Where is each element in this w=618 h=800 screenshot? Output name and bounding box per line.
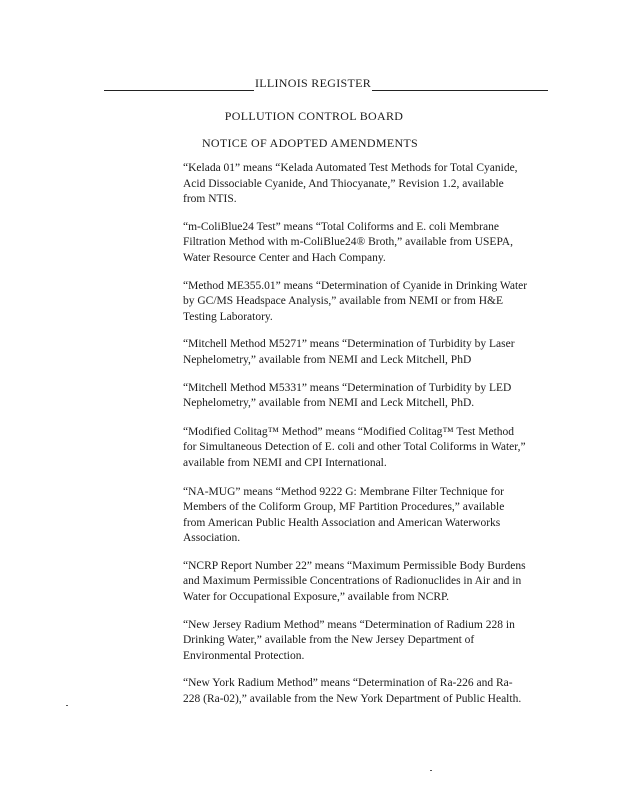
definition-line: and Maximum Permissible Concentrations of Radionuclides in Air and in <box>183 575 522 588</box>
definition-line: Environmental Protection. <box>183 649 305 662</box>
header-rule-right <box>372 90 548 91</box>
definition-line: “Mitchell Method M5271” means “Determination of Turbidity by Laser <box>183 338 515 351</box>
board-title: POLLUTION CONTROL BOARD <box>224 109 404 123</box>
notice-title: NOTICE OF ADOPTED AMENDMENTS <box>201 136 419 150</box>
definition-paragraph <box>183 676 553 707</box>
definition-line: “Modified Colitag™ Method” means “Modified Colitag™ Test Method <box>183 425 515 438</box>
definition-line: Association. <box>183 532 241 545</box>
definition-line: Water Resource Center and Hach Company. <box>183 251 386 264</box>
definition-line: Nephelometry,” available from NEMI and Leck Mitchell, PhD <box>183 353 472 366</box>
definition-line: for Simultaneous Detection of E. coli and other Total Coliforms in Water,” <box>183 441 526 454</box>
definition-line: “Kelada 01” means “Kelada Automated Test Methods for Total Cyanide, <box>183 162 518 174</box>
scan-speck <box>66 705 68 706</box>
definition-line: Drinking Water,” available from the New Jersey Department of <box>183 634 475 647</box>
definition-line: “New Jersey Radium Method” means “Determination of Radium 228 in <box>183 618 515 631</box>
definitions-list <box>183 161 553 708</box>
definition-line: from NTIS. <box>183 193 237 206</box>
header-rule-left <box>104 90 254 91</box>
definition-paragraph <box>183 618 553 665</box>
definition-line: Nephelometry,” available from NEMI and Leck Mitchell, PhD. <box>183 397 475 410</box>
definition-paragraph <box>183 220 553 267</box>
definition-paragraph <box>183 381 553 412</box>
definition-paragraph <box>183 485 553 547</box>
definition-line: “Method ME355.01” means “Determination of Cyanide in Drinking Water <box>183 279 528 292</box>
definition-line: from American Public Health Association and American Waterworks <box>183 516 501 529</box>
definition-paragraph <box>183 161 553 208</box>
definition-line: Acid Dissociable Cyanide, And Thiocyanate,” Revision 1.2, available <box>183 177 504 190</box>
definition-line: Testing Laboratory. <box>183 310 273 323</box>
definition-line: “NA-MUG” means “Method 9222 G: Membrane Filter Technique for <box>183 485 504 498</box>
register-title: ILLINOIS REGISTER <box>254 76 372 90</box>
definition-line: available from NEMI and CPI International. <box>183 456 387 469</box>
definition-line: “NCRP Report Number 22” means “Maximum Permissible Body Burdens <box>183 559 526 572</box>
scan-speck <box>430 770 432 771</box>
definition-line: “Mitchell Method M5331” means “Determination of Turbidity by LED <box>183 381 512 394</box>
definition-paragraph <box>183 559 553 606</box>
definition-paragraph <box>183 337 553 368</box>
definition-paragraph <box>183 425 553 472</box>
definition-line: Members of the Coliform Group, MF Partition Procedures,” available <box>183 501 505 514</box>
definition-line: by GC/MS Headspace Analysis,” available from NEMI or from H&E <box>183 295 504 308</box>
definition-line: Filtration Method with m-ColiBlue24® Broth,” available from USEPA, <box>183 236 513 249</box>
definition-line: Water for Occupational Exposure,” available from NCRP. <box>183 591 450 604</box>
definition-line: “m-ColiBlue24 Test” means “Total Coliforms and E. coli Membrane <box>183 220 499 233</box>
definition-line: “New York Radium Method” means “Determination of Ra-226 and Ra- <box>183 677 513 690</box>
definition-paragraph <box>183 279 553 326</box>
definition-line: 228 (Ra-02),” available from the New York Department of Public Health. <box>183 693 522 706</box>
